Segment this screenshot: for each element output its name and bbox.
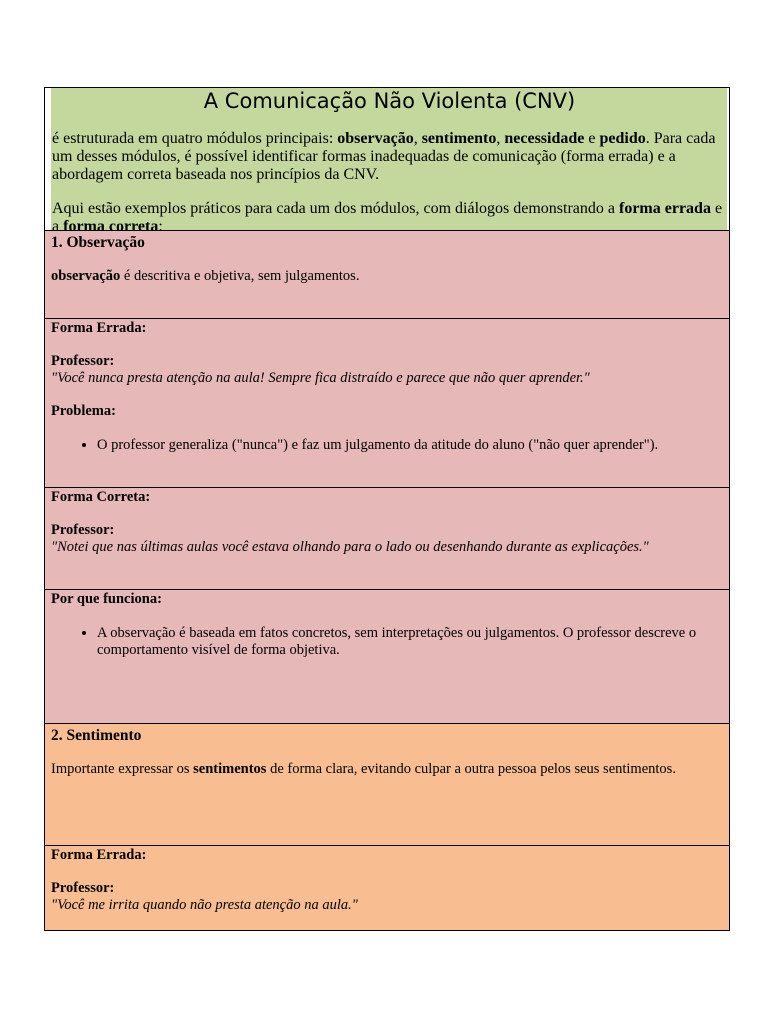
- intro-cell: [51, 88, 727, 235]
- forma-errada-label: Forma Errada:: [51, 320, 147, 336]
- list-item: • A observação é baseada em fatos concretos, sem interpretações ou julgamentos. O professor descreve o comportamento visível de forma objetiva.: [97, 625, 721, 659]
- speaker-label: Professor:: [51, 522, 115, 538]
- intro-bold: forma errada: [618, 200, 711, 217]
- intro-bold: necessidade: [504, 130, 585, 147]
- dialogue-quote: "Notei que nas últimas aulas você estava olhando para o lado ou desenhando durante as explicações.": [51, 539, 649, 555]
- intro-text: e: [584, 130, 600, 147]
- intro-bold: sentimento: [421, 130, 497, 147]
- speaker-label: Professor:: [51, 880, 115, 896]
- section-heading-observacao: 1. Observação: [51, 234, 145, 251]
- speaker-label: Professor:: [51, 353, 115, 369]
- list-item: • O professor generaliza ("nunca") e faz um julgamento da atitude do aluno ("não quer aprender").: [97, 437, 721, 454]
- section-heading-sentimento: 2. Sentimento: [51, 727, 142, 744]
- observacao-description: [51, 268, 721, 285]
- intro-section: [45, 88, 729, 235]
- intro-text: Aqui estão exemplos práticos para cada um dos módulos, com diálogos demonstrando a: [52, 200, 619, 217]
- problema-label: Problema:: [51, 403, 116, 419]
- desc-bold: sentimentos: [193, 761, 267, 777]
- intro-text: é estruturada em quatro módulos principais:: [52, 130, 338, 147]
- por-que-funciona-label: Por que funciona:: [51, 591, 162, 607]
- desc-text: Importante expressar os: [51, 761, 194, 777]
- intro-bold: forma correta: [63, 218, 159, 235]
- problema-list: [51, 437, 721, 454]
- observacao-errada-cell: [45, 319, 729, 488]
- intro-text: ,: [413, 130, 422, 147]
- desc-text: é descritiva e objetiva, sem julgamentos.: [120, 268, 360, 284]
- dialogue-quote: "Você nunca presta atenção na aula! Sempre fica distraído e parece que não quer aprender.": [51, 370, 590, 386]
- forma-errada-label: Forma Errada:: [51, 847, 147, 863]
- sentimento-description: [51, 761, 721, 778]
- observacao-funciona-cell: [45, 590, 729, 724]
- intro-bold: observação: [337, 130, 414, 147]
- desc-bold: observação: [51, 268, 121, 284]
- funciona-list: [51, 625, 721, 659]
- sentimento-intro-cell: [45, 724, 729, 846]
- intro-bold: pedido: [599, 130, 646, 147]
- intro-paragraph-1: [52, 130, 727, 184]
- forma-correta-label: Forma Correta:: [51, 489, 151, 505]
- sentimento-errada-cell: [45, 846, 729, 930]
- desc-text: de forma clara, evitando culpar a outra pessoa pelos seus sentimentos.: [266, 761, 676, 777]
- dialogue-quote: "Você me irrita quando não presta atenção na aula.": [51, 897, 358, 913]
- document-table: [44, 87, 730, 931]
- intro-text: :: [158, 218, 163, 235]
- observacao-correta-cell: [45, 488, 729, 590]
- observacao-intro-cell: [45, 231, 729, 319]
- intro-text: . Para cada um desses módulos, é possível identificar formas inadequadas de comunicação (forma errada) e a abordagem correta baseada nos princípios da CNV.: [52, 130, 716, 183]
- intro-text: ,: [496, 130, 505, 147]
- intro-text: e a: [52, 200, 723, 235]
- page-title: A Comunicação Não Violenta (CNV): [203, 89, 576, 113]
